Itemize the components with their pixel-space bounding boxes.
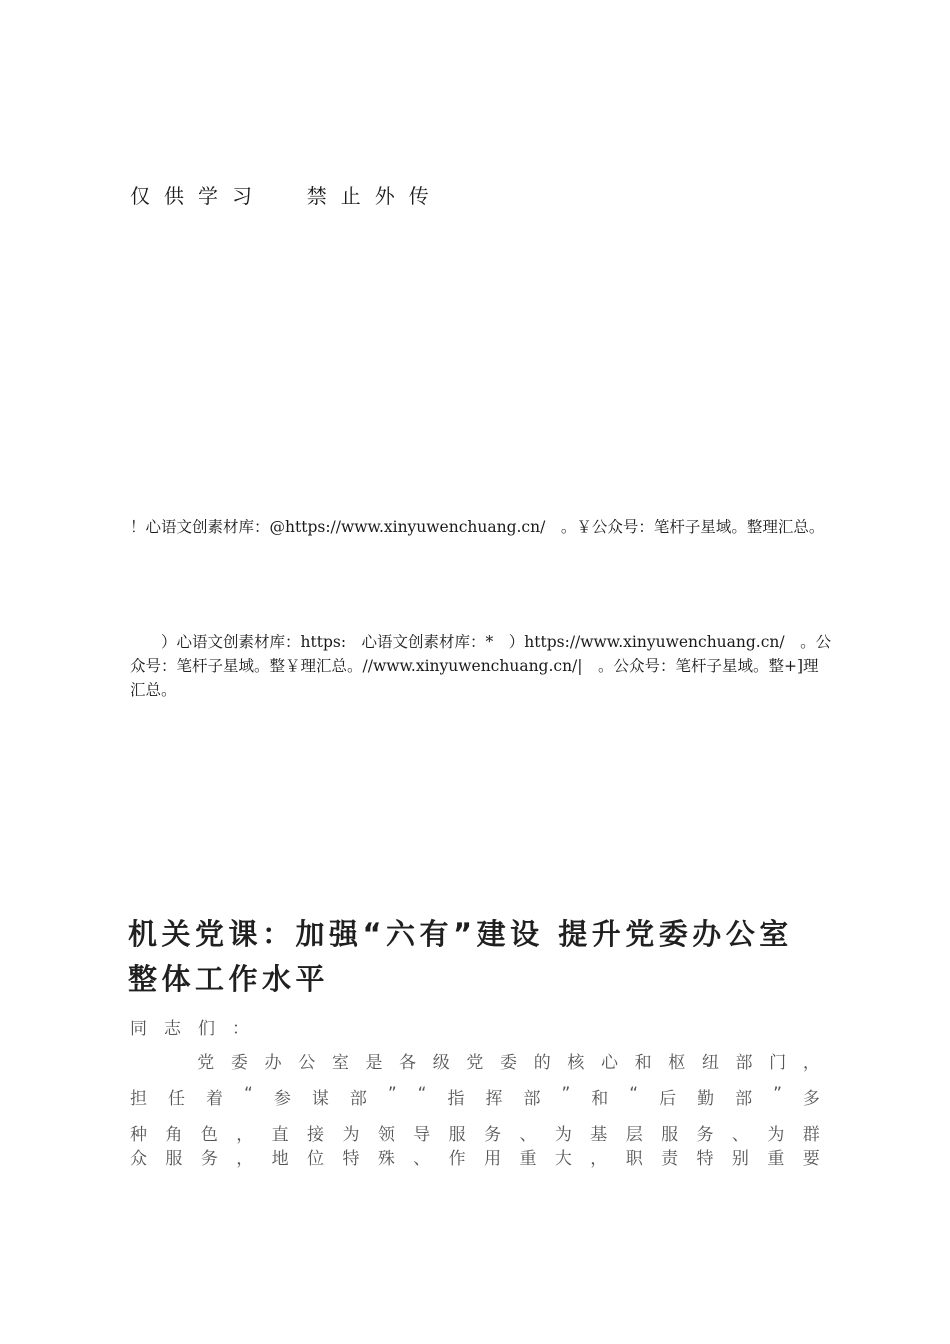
body-char: 部 — [349, 1089, 367, 1109]
body-char: 接 — [307, 1125, 325, 1145]
body-char: 部 — [523, 1089, 541, 1109]
body-char: 责 — [661, 1149, 679, 1169]
body-char: 色 — [200, 1125, 218, 1145]
body-char: 心 — [600, 1053, 618, 1073]
body-char: 公 — [298, 1053, 316, 1073]
body-char: 参 — [273, 1089, 291, 1109]
body-char: 委 — [500, 1053, 518, 1073]
body-char: 核 — [567, 1053, 585, 1073]
body-char: 层 — [625, 1125, 643, 1145]
body-char: ， — [590, 1149, 608, 1169]
body-char: 各 — [399, 1053, 417, 1073]
body-char: 位 — [307, 1149, 325, 1169]
body-char: 为 — [767, 1125, 785, 1145]
body-char: “ — [629, 1084, 639, 1104]
body-char: 谋 — [311, 1089, 329, 1109]
body-char: 、 — [413, 1149, 431, 1169]
body-char: 办 — [264, 1053, 282, 1073]
body-char: 担 — [130, 1089, 147, 1109]
body-char: 作 — [448, 1149, 466, 1169]
body-line — [130, 1120, 820, 1145]
body-char: 着 — [206, 1089, 223, 1109]
body-char: 地 — [271, 1149, 289, 1169]
source-paragraph-line: 汇总。 — [130, 681, 177, 699]
body-char: 领 — [377, 1125, 395, 1145]
body-char: 导 — [413, 1125, 431, 1145]
body-char: 枢 — [668, 1053, 686, 1073]
body-char: 部 — [735, 1053, 753, 1073]
body-char: ， — [236, 1125, 254, 1145]
body-char: 部 — [735, 1089, 753, 1109]
body-char: 纽 — [701, 1053, 719, 1073]
body-char: “ — [244, 1084, 253, 1104]
body-char: 、 — [519, 1125, 537, 1145]
body-char: 职 — [625, 1149, 643, 1169]
body-char: 挥 — [485, 1089, 503, 1109]
body-char: 是 — [365, 1053, 383, 1073]
body-char: 众 — [130, 1149, 147, 1169]
body-char — [130, 1048, 147, 1073]
body-char: 室 — [331, 1053, 349, 1073]
body-char: 指 — [447, 1089, 465, 1109]
body-char: 服 — [165, 1149, 183, 1169]
source-paragraph-line: 众号：笔杆子星域。整￥理汇总。//www.xinyuwenchuang.cn/| 。公众号：笔杆子星域。整+]理 — [130, 657, 819, 675]
body-char: 任 — [168, 1089, 185, 1109]
source-paragraph-line: ）心语文创素材库：https: 心语文创素材库：* ）https://www.xinyuwenchuang.cn/ 。公 — [130, 633, 832, 651]
body-char: 群 — [802, 1125, 820, 1145]
body-char: 特 — [696, 1149, 714, 1169]
body-char: ” — [561, 1084, 571, 1104]
body-char: 勤 — [697, 1089, 715, 1109]
body-char: 大 — [554, 1149, 572, 1169]
body-char: ” — [387, 1084, 397, 1104]
body-char: 、 — [731, 1125, 749, 1145]
body-line — [130, 1084, 820, 1109]
body-char: 务 — [696, 1125, 714, 1145]
body-char: ， — [236, 1149, 254, 1169]
body-char: 门 — [769, 1053, 787, 1073]
body-char: 要 — [802, 1149, 820, 1169]
source-paragraph — [130, 630, 830, 702]
body-char: 的 — [533, 1053, 551, 1073]
body-char: 后 — [659, 1089, 677, 1109]
body-char: 服 — [661, 1125, 679, 1145]
body-char: 重 — [519, 1149, 537, 1169]
body-line — [130, 1048, 820, 1073]
body-char: 直 — [271, 1125, 289, 1145]
greeting: 同志们： — [130, 1019, 266, 1039]
watermark-notice: 仅供学习 禁止外传 — [130, 184, 443, 208]
article-title-line: 整体工作水平 — [128, 962, 330, 996]
body-char: 特 — [342, 1149, 360, 1169]
body-char: 殊 — [377, 1149, 395, 1169]
body-char: 党 — [466, 1053, 484, 1073]
body-char: 角 — [165, 1125, 183, 1145]
body-char: 级 — [432, 1053, 450, 1073]
body-char — [164, 1048, 181, 1073]
body-char: 为 — [342, 1125, 360, 1145]
body-char: 和 — [634, 1053, 652, 1073]
body-line — [130, 1144, 820, 1169]
body-char: 务 — [484, 1125, 502, 1145]
body-char: 为 — [554, 1125, 572, 1145]
body-char: 多 — [802, 1089, 820, 1109]
body-char: 党 — [197, 1053, 215, 1073]
body-char: 别 — [731, 1149, 749, 1169]
body-char: 基 — [590, 1125, 608, 1145]
body-char: 务 — [200, 1149, 218, 1169]
body-char: 重 — [767, 1149, 785, 1169]
body-char: 委 — [230, 1053, 248, 1073]
article-title-line: 机关党课：加强“六有”建设 提升党委办公室 — [128, 917, 793, 951]
article-title — [128, 912, 838, 1002]
body-char: 和 — [591, 1089, 609, 1109]
body-char: ， — [802, 1053, 820, 1073]
body-char: 种 — [130, 1125, 147, 1145]
body-char: “ — [417, 1084, 427, 1104]
source-line: ！心语文创素材库：@https://www.xinyuwenchuang.cn/ 。￥公众号：笔杆子星域。整理汇总。 — [130, 518, 825, 536]
body-char: 用 — [484, 1149, 502, 1169]
body-char: ” — [773, 1084, 782, 1104]
body-char: 服 — [448, 1125, 466, 1145]
